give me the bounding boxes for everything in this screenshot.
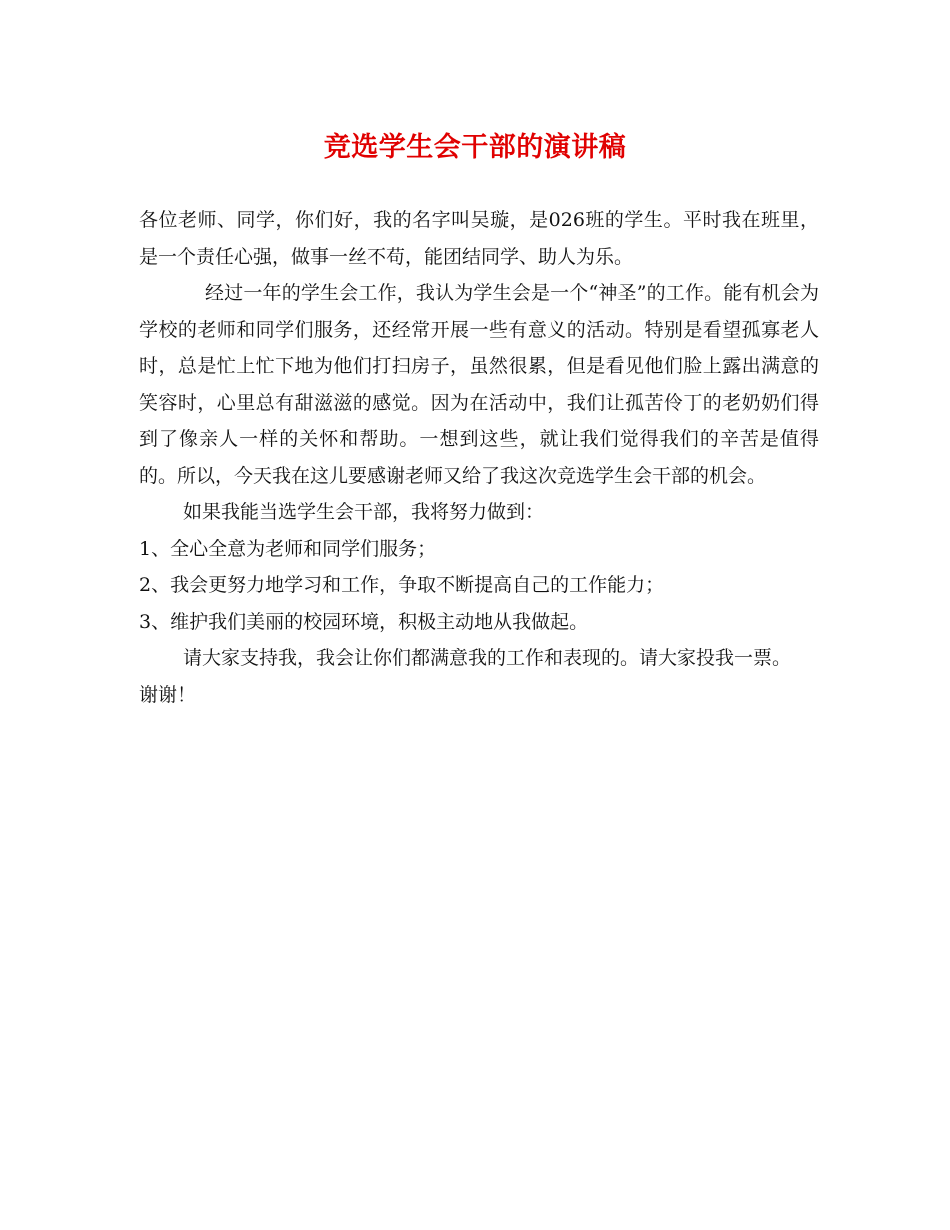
pledge-item-2: 2、我会更努力地学习和工作，争取不断提高自己的工作能力； bbox=[139, 574, 665, 596]
document-title: 竞选学生会干部的演讲稿 bbox=[323, 132, 627, 163]
paragraph-pledge-intro: 如果我能当选学生会干部，我将努力做到： bbox=[183, 501, 545, 523]
paragraph-greeting: 各位老师、同学，你们好，我的名字叫吴璇，是026班的学生。平时我在班里，是一个责任心强，做事一丝不苟，能团结同学、助人为乐。 bbox=[139, 209, 819, 268]
paragraph-experience: 经过一年的学生会工作，我认为学生会是一个“神圣”的工作。能有机会为学校的老师和同学们服务，还经常开展一些有意义的活动。特别是看望孤寡老人时，总是忙上忙下地为他们打扫房子，虽然很累，但是看见他们脸上露出满意的笑容时，心里总有甜滋滋的感觉。因为在活动中，我们让孤苦伶丁的老奶奶们得到了像亲人一样的关怀和帮助。一想到这些，就让我们觉得我们的辛苦是值得的。所以，今天我在这儿要感谢老师又给了我这次竞选学生会干部的机会。 bbox=[139, 282, 819, 487]
paragraph-thanks: 谢谢！ bbox=[139, 683, 197, 706]
paragraph-appeal: 请大家支持我，我会让你们都满意我的工作和表现的。请大家投我一票。 bbox=[183, 647, 792, 669]
pledge-item-3: 3、维护我们美丽的校园环境，积极主动地从我做起。 bbox=[139, 610, 589, 633]
document-body bbox=[139, 202, 819, 713]
pledge-item-1: 1、全心全意为老师和同学们服务； bbox=[139, 537, 437, 560]
